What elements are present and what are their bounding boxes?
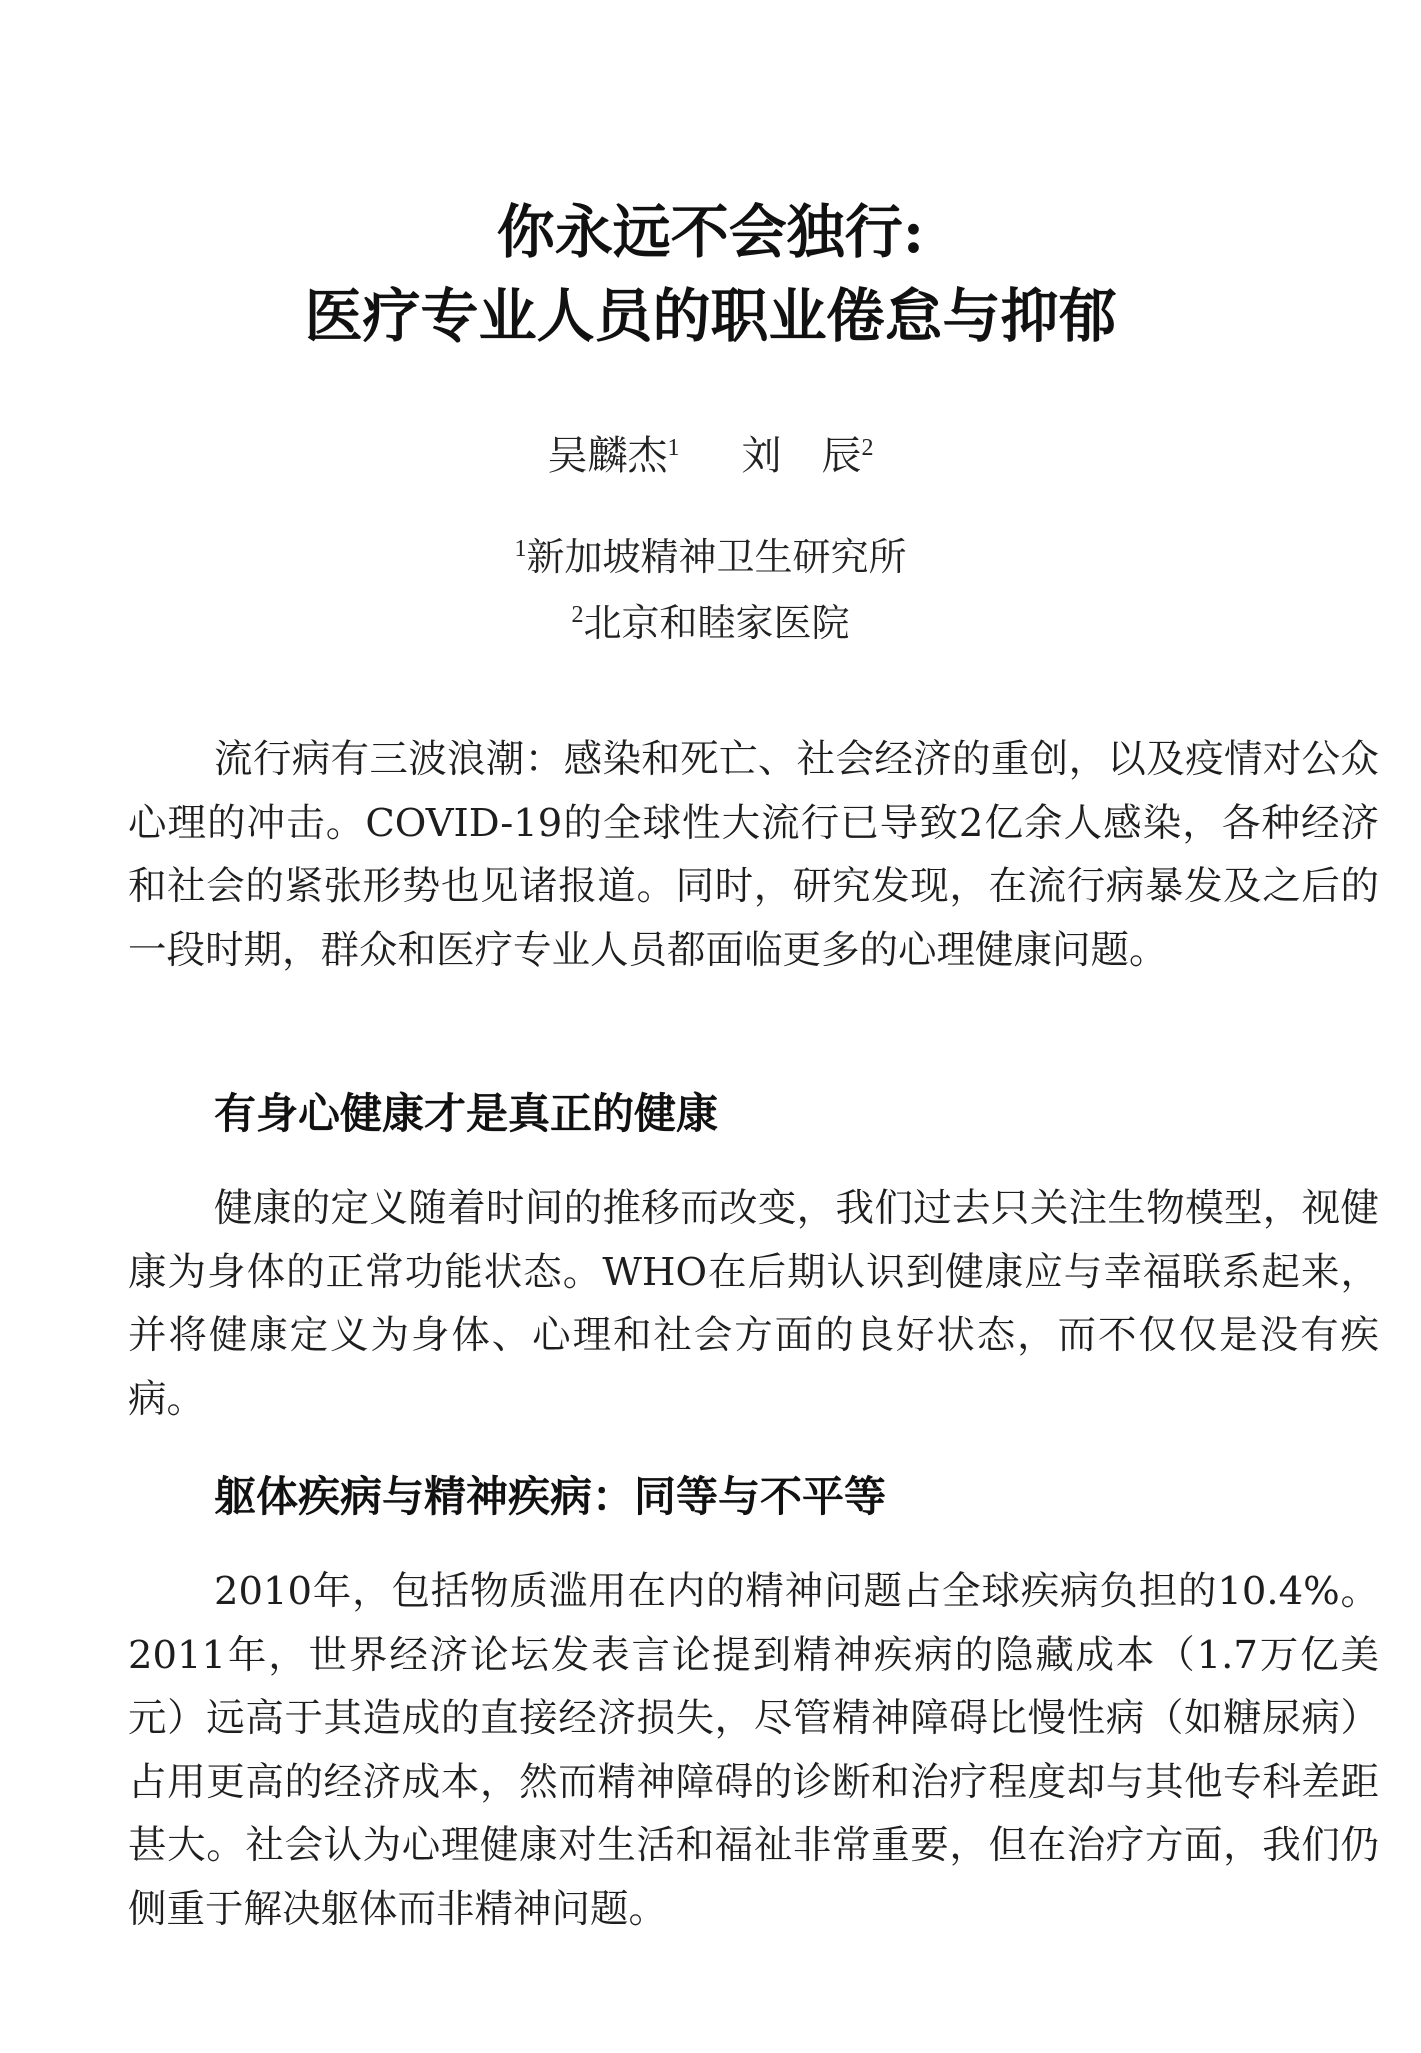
author-name: 吴麟杰 [547, 433, 668, 479]
affiliation-name: 北京和睦家医院 [583, 601, 850, 645]
section-paragraph-2: 2010年，包括物质滥用在内的精神问题占全球疾病负担的10.4%。2011年，世界经济论坛发表言论提到精神疾病的隐藏成本（1.7万亿美元）远高于其造成的直接经济损失，尽管精神障碍比慢性病（如糖尿病）占用更高的经济成本，然而精神障碍的诊断和治疗程度却与其他专科差距甚大。社会认为心理健康对生活和福祉非常重要，但在治疗方面，我们仍侧重于解决躯体而非精神问题。 [128, 1569, 1379, 1932]
author-2 [742, 428, 874, 484]
section-heading-1: 有身心健康才是真正的健康 [214, 1089, 719, 1138]
affiliation-mark: 2 [571, 602, 584, 628]
section-paragraph-1: 健康的定义随着时间的推移而改变，我们过去只关注生物模型，视健康为身体的正常功能状态。WHO在后期认识到健康应与幸福联系起来，并将健康定义为身体、心理和社会方面的良好状态，而不仅仅是没有疾病。 [128, 1186, 1379, 1422]
author-1 [548, 428, 680, 484]
affiliation-1 [0, 530, 1421, 584]
title-line-1: 你永远不会独行: [496, 198, 925, 266]
author-list [0, 428, 1421, 484]
affiliation-mark: 1 [514, 536, 527, 562]
affiliation-mark: 1 [667, 435, 680, 461]
title-line-2: 医疗专业人员的职业倦怠与抑郁 [304, 282, 1117, 350]
affiliation-mark: 2 [861, 435, 874, 461]
affiliation-2 [0, 596, 1421, 650]
author-name: 刘 辰 [741, 433, 862, 479]
affiliation-name: 新加坡精神卫生研究所 [526, 535, 907, 579]
section-heading-2: 躯体疾病与精神疾病：同等与不平等 [214, 1472, 887, 1521]
intro-paragraph: 流行病有三波浪潮：感染和死亡、社会经济的重创，以及疫情对公众心理的冲击。COVID-19的全球性大流行已导致2亿余人感染，各种经济和社会的紧张形势也见诸报道。同时，研究发现，在流行病暴发及之后的一段时期，群众和医疗专业人员都面临更多的心理健康问题。 [128, 737, 1379, 973]
